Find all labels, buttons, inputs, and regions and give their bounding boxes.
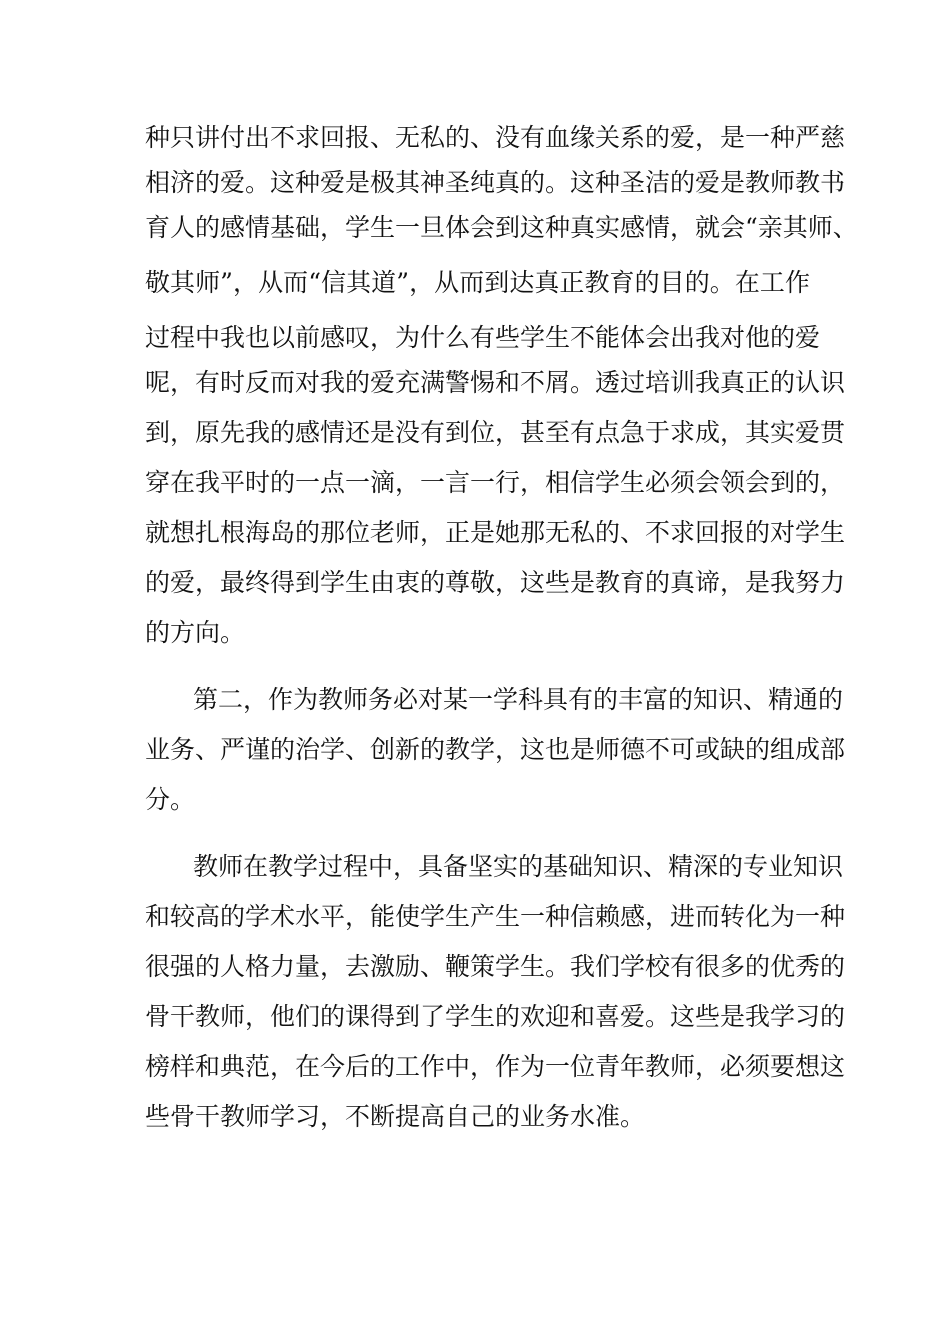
- paragraph-3-line-4: 骨干教师，他们的课得到了学生的欢迎和喜爱。这些是我学习的: [145, 1002, 846, 1031]
- paragraph-2-line-3: 分。: [145, 785, 196, 814]
- paragraph-3-line-5: 榜样和典范，在今后的工作中，作为一位青年教师，必须要想这: [145, 1052, 846, 1081]
- paragraph-1-line-9: 就想扎根海岛的那位老师，正是她那无私的、不求回报的对学生: [145, 518, 846, 547]
- paragraph-1-line-3: 育人的感情基础，学生一旦体会到这种真实感情，就会“亲其师、: [145, 213, 858, 242]
- paragraph-1-line-6: 呢，有时反而对我的爱充满警惕和不屑。透过培训我真正的认识: [145, 368, 846, 397]
- paragraph-3-line-2: 和较高的学术水平，能使学生产生一种信赖感，进而转化为一种: [145, 902, 846, 931]
- paragraph-1-line-10: 的爱，最终得到学生由衷的尊敬，这些是教育的真谛，是我努力: [145, 568, 846, 597]
- paragraph-1-line-4: 敬其师”，从而“信其道”，从而到达真正教育的目的。在工作: [145, 268, 810, 297]
- paragraph-2-line-2: 业务、严谨的治学、创新的教学，这也是师德不可或缺的组成部: [145, 735, 846, 764]
- paragraph-1-line-7: 到，原先我的感情还是没有到位，甚至有点急于求成，其实爱贯: [145, 418, 846, 447]
- paragraph-3-line-6: 些骨干教师学习，不断提高自己的业务水准。: [145, 1102, 646, 1131]
- paragraph-1-line-2: 相济的爱。这种爱是极其神圣纯真的。这种圣洁的爱是教师教书: [145, 168, 846, 197]
- paragraph-3-line-1: 教师在教学过程中，具备坚实的基础知识、精深的专业知识: [193, 852, 844, 881]
- paragraph-3-line-3: 很强的人格力量，去激励、鞭策学生。我们学校有很多的优秀的: [145, 952, 846, 981]
- paragraph-1-line-5: 过程中我也以前感叹，为什么有些学生不能体会出我对他的爱: [145, 323, 821, 352]
- paragraph-2-line-1: 第二，作为教师务必对某一学科具有的丰富的知识、精通的: [193, 685, 844, 714]
- paragraph-1-line-8: 穿在我平时的一点一滴，一言一行，相信学生必须会领会到的，: [145, 468, 846, 497]
- paragraph-1-line-1: 种只讲付出不求回报、无私的、没有血缘关系的爱，是一种严慈: [145, 123, 846, 152]
- paragraph-1-line-11: 的方向。: [145, 618, 246, 647]
